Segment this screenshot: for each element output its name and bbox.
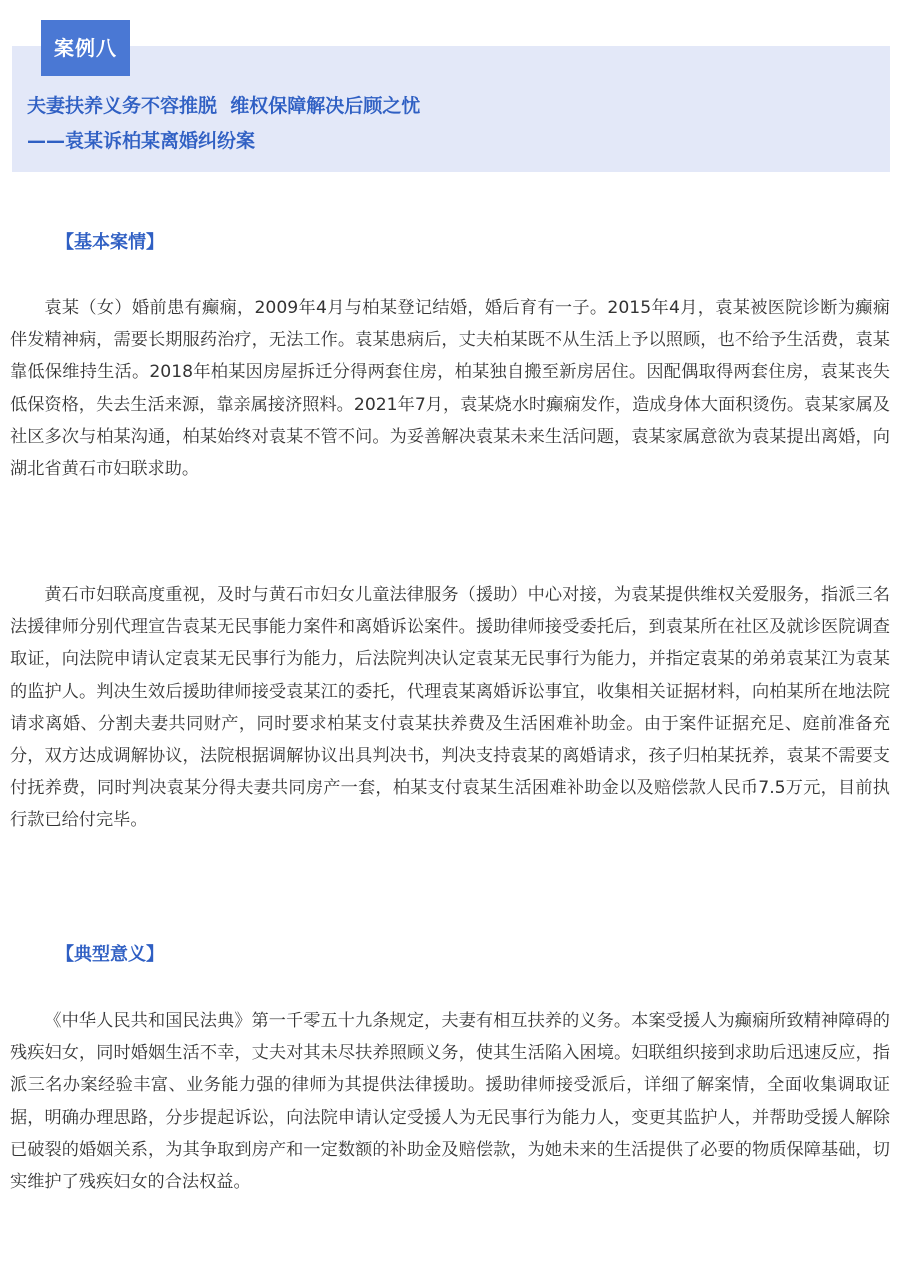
section-heading-significance: 【典型意义】 — [56, 944, 164, 965]
case-title: 夫妻扶养义务不容推脱 维权保障解决后顾之忧 — [27, 95, 421, 117]
paragraph-basic-facts-1: 袁某（女）婚前患有癫痫，2009年4月与柏某登记结婚，婚后育有一子。2015年4月，袁某被医院诊断为癫痫伴发精神病，需要长期服药治疗，无法工作。袁某患病后，丈夫柏某既不从生活上予以照顾，也不给予生活费，袁某靠低保维持生活。2018年柏某因房屋拆迁分得两套住房，柏某独自搬至新房居住。因配偶取得两套住房，袁某丧失低保资格，失去生活来源，靠亲属接济照料。2021年7月，袁某烧水时癫痫发作，造成身体大面积烫伤。袁某家属及社区多次与柏某沟通，柏某始终对袁某不管不问。为妥善解决袁某未来生活问题，袁某家属意欲为袁某提出离婚，向湖北省黄石市妇联求助。 — [10, 298, 890, 480]
paragraph-significance-1: 《中华人民共和国民法典》第一千零五十九条规定，夫妻有相互扶养的义务。本案受援人为癫痫所致精神障碍的残疾妇女，同时婚姻生活不幸，丈夫对其未尽扶养照顾义务，使其生活陷入困境。妇联组织接到求助后迅速反应，指派三名办案经验丰富、业务能力强的律师为其提供法律援助。援助律师接受派后，详细了解案情，全面收集调取证据，明确办理思路，分步提起诉讼，向法院申请认定受援人为无民事行为能力人，变更其监护人，并帮助受援人解除已破裂的婚姻关系，为其争取到房产和一定数额的补助金及赔偿款，为她未来的生活提供了必要的物质保障基础，切实维护了残疾妇女的合法权益。 — [10, 1011, 890, 1193]
paragraph-basic-facts-2: 黄石市妇联高度重视，及时与黄石市妇女儿童法律服务（援助）中心对接，为袁某提供维权关爱服务，指派三名法援律师分别代理宣告袁某无民事能力案件和离婚诉讼案件。援助律师接受委托后，到袁某所在社区及就诊医院调查取证，向法院申请认定袁某无民事行为能力，后法院判决认定袁某无民事行为能力，并指定袁某的弟弟袁某江为袁某的监护人。判决生效后援助律师接受袁某江的委托，代理袁某离婚诉讼事宜，收集相关证据材料，向柏某所在地法院请求离婚、分割夫妻共同财产，同时要求柏某支付袁某扶养费及生活困难补助金。由于案件证据充足、庭前准备充分，双方达成调解协议，法院根据调解协议出具判决书，判决支持袁某的离婚请求，孩子归柏某抚养，袁某不需要支付抚养费，同时判决袁某分得夫妻共同房产一套，柏某支付袁某生活困难补助金以及赔偿款人民币7.5万元，目前执行款已给付完毕。 — [10, 585, 890, 831]
case-number-tag: 案例八 — [41, 20, 130, 76]
case-subtitle: ——袁某诉柏某离婚纠纷案 — [27, 130, 256, 152]
section-heading-basic-facts: 【基本案情】 — [56, 232, 164, 253]
